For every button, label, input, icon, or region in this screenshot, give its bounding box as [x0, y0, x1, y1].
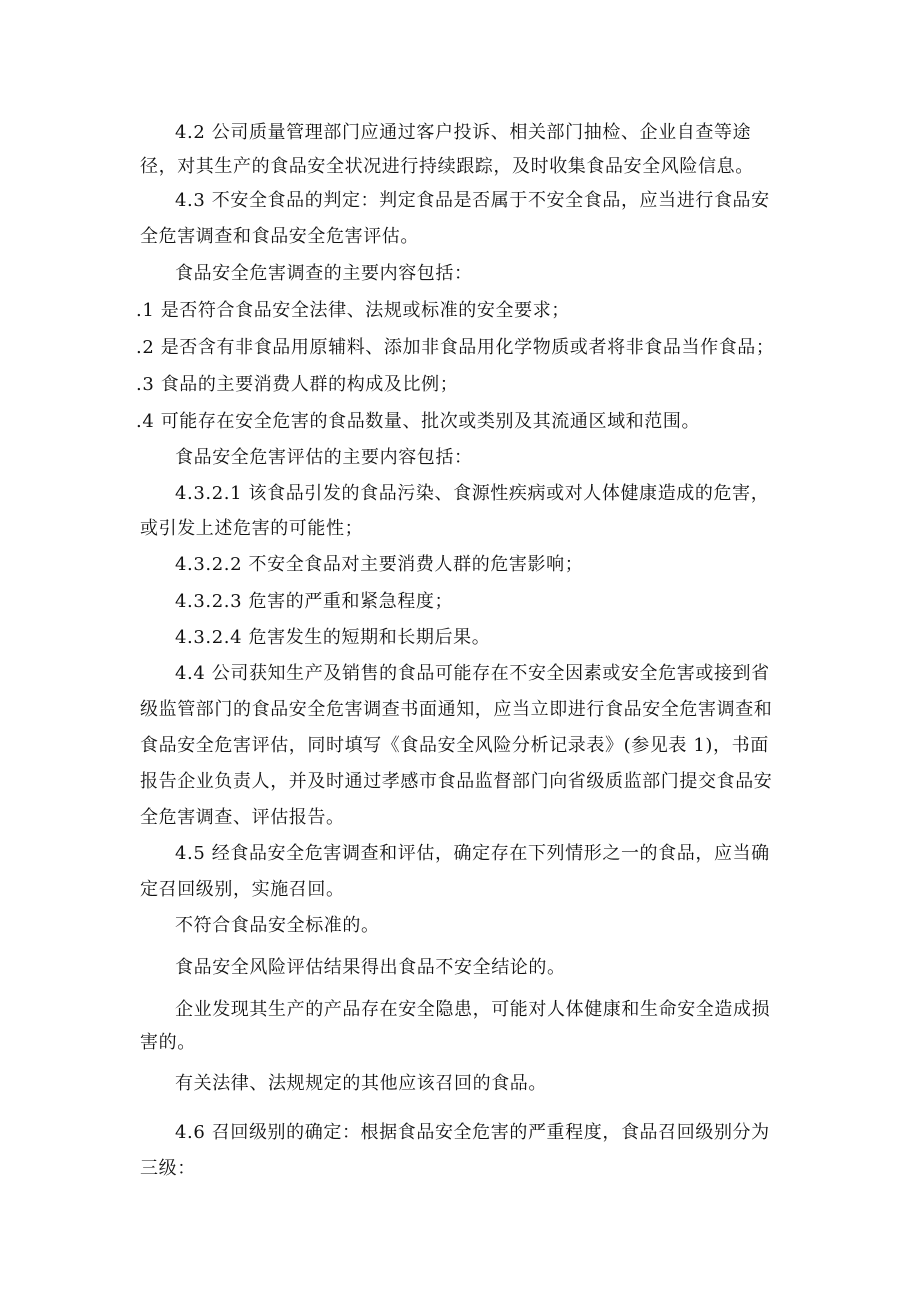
text-line: 4.3 不安全食品的判定：判定食品是否属于不安全食品，应当进行食品安 — [175, 190, 770, 211]
text-line: .1 是否符合食品安全法律、法规或标准的安全要求； — [136, 300, 570, 321]
text-line: 三级： — [140, 1158, 196, 1179]
text-line: 4.3.2.1 该食品引发的食品污染、食源性疾病或对人体健康造成的危害， — [175, 483, 770, 504]
text-line: 4.2 公司质量管理部门应通过客户投诉、相关部门抽检、企业自查等途 — [175, 122, 752, 143]
text-line: 全危害调查和食品安全危害评估。 — [140, 226, 419, 247]
text-line: 径，对其生产的食品安全状况进行持续跟踪，及时收集食品安全风险信息。 — [140, 156, 754, 177]
text-line: 4.6 召回级别的确定：根据食品安全危害的严重程度，食品召回级别分为 — [175, 1122, 770, 1143]
text-line: 或引发上述危害的可能性； — [140, 518, 364, 539]
text-line: .2 是否含有非食品用原辅料、添加非食品用化学物质或者将非食品当作食品； — [136, 337, 775, 358]
text-line: 害的。 — [140, 1032, 196, 1053]
text-line: 4.3.2.4 危害发生的短期和长期后果。 — [175, 627, 491, 648]
text-line: 4.3.2.2 不安全食品对主要消费人群的危害影响； — [175, 554, 584, 575]
text-line: .3 食品的主要消费人群的构成及比例； — [136, 374, 459, 395]
text-line: 4.5 经食品安全危害调查和评估，确定存在下列情形之一的食品，应当确 — [175, 843, 770, 864]
text-line: 有关法律、法规规定的其他应该召回的食品。 — [175, 1073, 547, 1094]
text-line: 食品安全危害调查的主要内容包括： — [175, 263, 473, 284]
text-line: 4.4 公司获知生产及销售的食品可能存在不安全因素或安全危害或接到省 — [175, 663, 770, 684]
text-line: 企业发现其生产的产品存在安全隐患，可能对人体健康和生命安全造成损 — [175, 999, 771, 1020]
text-line: .4 可能存在安全危害的食品数量、批次或类别及其流通区域和范围。 — [136, 411, 701, 432]
text-line: 食品安全危害评估，同时填写《食品安全风险分析记录表》(参见表 1)，书面 — [140, 735, 769, 756]
text-line: 食品安全危害评估的主要内容包括： — [175, 447, 473, 468]
text-line: 全危害调查、评估报告。 — [140, 807, 345, 828]
text-line: 不符合食品安全标准的。 — [175, 915, 380, 936]
text-line: 报告企业负责人，并及时通过孝感市食品监督部门向省级质监部门提交食品安 — [140, 771, 773, 792]
text-line: 4.3.2.3 危害的严重和紧急程度； — [175, 591, 454, 612]
text-line: 食品安全风险评估结果得出食品不安全结论的。 — [175, 957, 566, 978]
text-line: 定召回级别，实施召回。 — [140, 879, 345, 900]
text-line: 级监管部门的食品安全危害调查书面通知，应当立即进行食品安全危害调查和 — [140, 699, 773, 720]
